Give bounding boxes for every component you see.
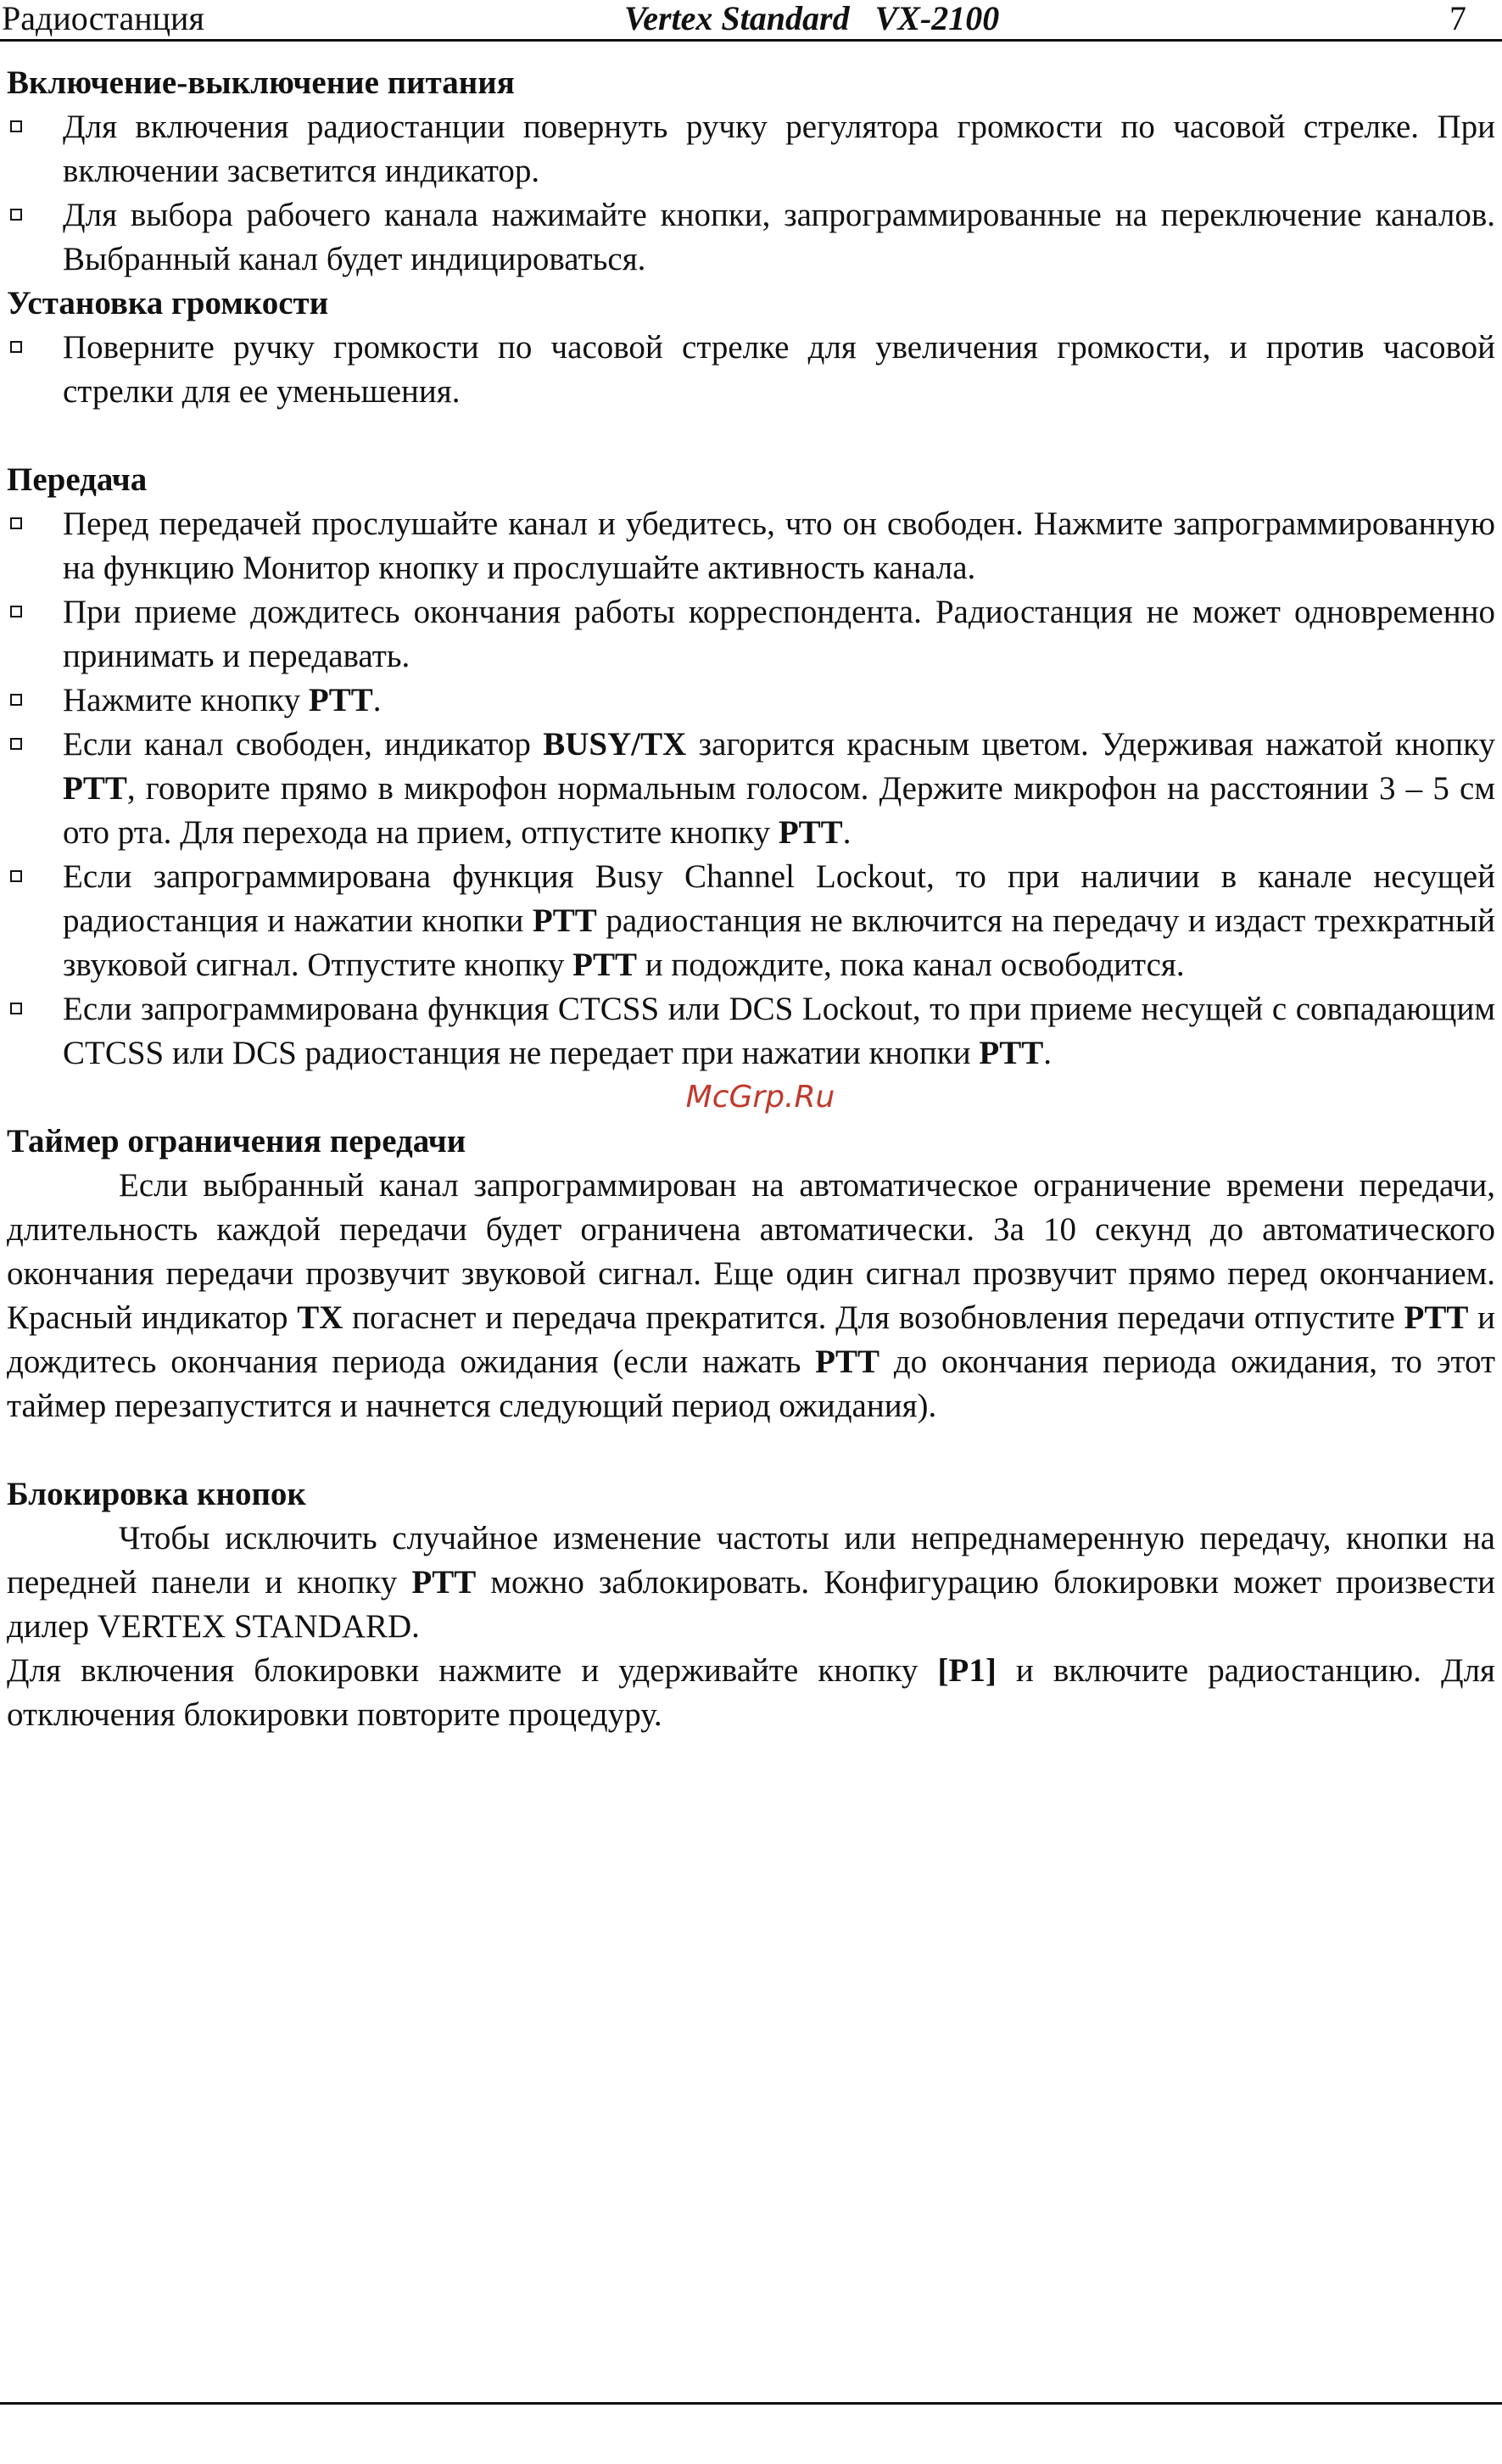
checkbox-bullet-icon [10,209,22,221]
ptt-label: PTT [411,1564,477,1601]
list-item: Если запрограммирована функция CTCSS или DCS Lockout, то при приеме несущей с совпадающим CTCSS или DCS радиостанция не передает при нажатии кнопки PTT. [7,987,1495,1076]
section-title-transmit: Передача [7,461,148,498]
list-item: Поверните ручку громкости по часовой стрелке для увеличения громкости, и против часовой стрелки для ее уменьшения. [7,326,1495,414]
checkbox-bullet-icon [10,606,22,617]
transmit-list [7,502,1495,1076]
list-item: Для включения радиостанции повернуть ручку регулятора громкости по часовой стрелке. При включении засветится индикатор. [7,105,1495,193]
checkbox-bullet-icon [10,1003,22,1014]
page-header [0,0,1502,42]
power-list [7,105,1495,282]
list-item: Перед передачей прослушайте канал и убедитесь, что он свободен. Нажмите запрограммированную на функцию Монитор кнопку и прослушайте активность канала. [7,502,1495,590]
list-item: Если канал свободен, индикатор BUSY/TX загорится красным цветом. Удерживая нажатой кнопку PTT, говорите прямо в микрофон нормальным голосом. Держите микрофон на расстоянии 3 – 5 см ото рта. Для перехода на прием, отпустите кнопку PTT. [7,723,1495,855]
page-content [7,61,1495,1737]
section-title-power: Включение-выключение питания [7,64,515,101]
timer-paragraph: Если выбранный канал запрограммирован на автоматическое ограничение времени передачи, длительность каждой передачи будет ограничена автоматически. За 10 секунд до автоматического окончания передачи прозвучит звуковой сигнал. Еще один сигнал прозвучит прямо перед окончанием. Красный индикатор TX погаснет и передача прекратится. Для возобновления передачи отпустите PTT и дождитесь окончания периода ожидания (если нажать PTT до окончания периода ожидания, то этот таймер перезапустится и начнется следующий период ожидания). [7,1167,1495,1424]
ptt-label: PTT [1404,1299,1469,1336]
ptt-label: PTT [572,947,637,983]
ptt-label: PTT [63,770,127,807]
spacer [7,414,1495,458]
section-title-lock: Блокировка кнопок [7,1476,306,1512]
header-model: Vertex Standard VX-2100 [624,0,1000,37]
list-item: Для выбора рабочего канала нажимайте кнопки, запрограммированные на переключение каналов. Выбранный канал будет индицироваться. [7,193,1495,282]
spacer [7,1428,1495,1472]
section-title-timer: Таймер ограничения передачи [7,1123,466,1159]
page-number: 7 [1449,0,1466,37]
watermark: McGrp.Ru [685,1080,835,1115]
checkbox-bullet-icon [10,870,22,882]
list-item: Если запрограммирована функция Busy Channel Lockout, то при наличии в канале несущей радиостанция и нажатии кнопки PTT радиостанция не включится на передачу и издаст трехкратный звуковой сигнал. Отпустите кнопку PTT и подождите, пока канал освободится. [7,855,1495,987]
list-item: При приеме дождитесь окончания работы корреспондента. Радиостанция не может одновременно принимать и передавать. [7,590,1495,679]
ptt-label: PTT [308,682,373,718]
footer-divider [0,2402,1502,2405]
checkbox-bullet-icon [10,341,22,353]
busy-tx-label: BUSY/TX [543,726,687,763]
ptt-label: PTT [778,814,843,851]
header-title: Радиостанция [2,0,204,37]
checkbox-bullet-icon [10,738,22,750]
tx-label: TX [297,1299,343,1336]
ptt-label: PTT [532,902,597,939]
ptt-label: PTT [815,1344,880,1380]
checkbox-bullet-icon [10,120,22,132]
checkbox-bullet-icon [10,517,22,529]
lock-paragraph-1: Чтобы исключить случайное изменение частоты или непреднамеренную передачу, кнопки на передней панели и кнопку PTT можно заблокировать. Конфигурацию блокировки может произвести дилер VERTEX STANDARD. [7,1520,1495,1645]
p1-key-label: [P1] [937,1652,997,1689]
lock-paragraph-2: Для включения блокировки нажмите и удерживайте кнопку [P1] и включите радиостанцию. Для отключения блокировки повторите процедуру. [7,1652,1495,1733]
checkbox-bullet-icon [10,694,22,706]
list-item: Нажмите кнопку PTT. [7,679,1495,723]
ptt-label: PTT [979,1035,1044,1071]
section-title-volume: Установка громкости [7,285,329,321]
volume-list [7,326,1495,414]
